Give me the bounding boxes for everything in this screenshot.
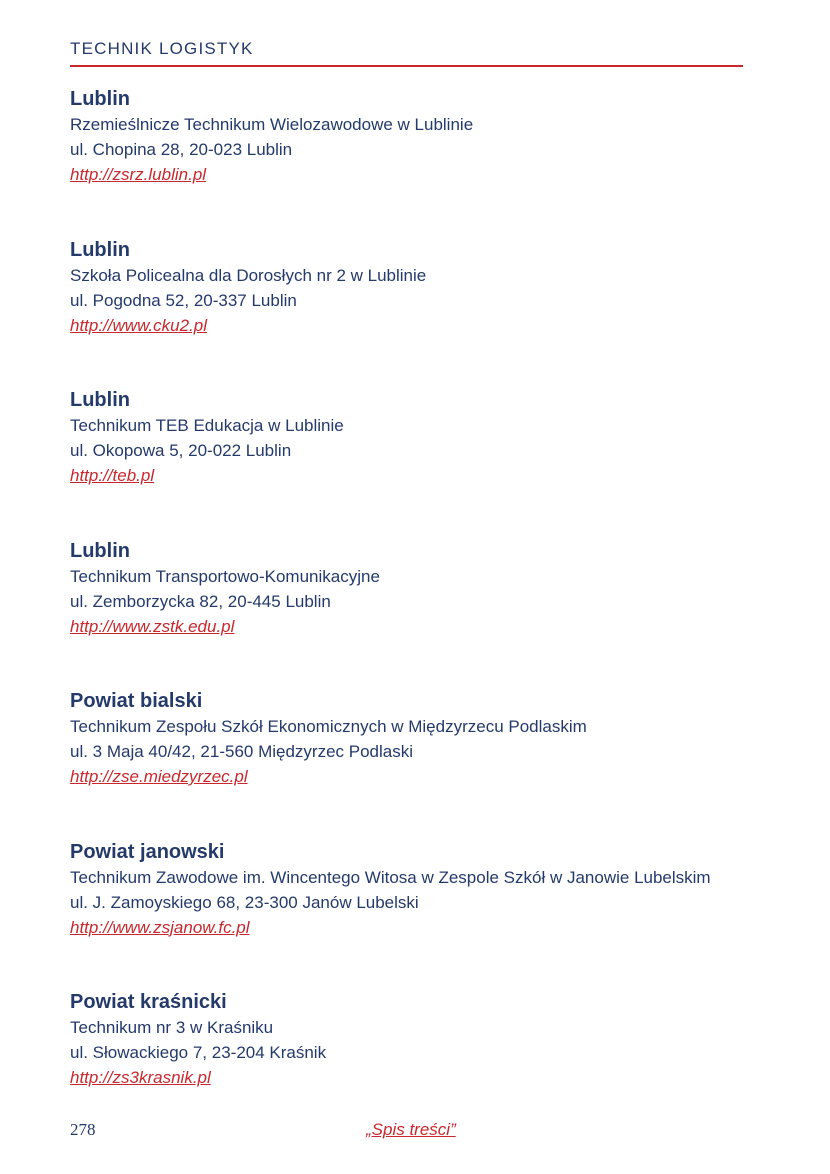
entry-address: ul. 3 Maja 40/42, 21-560 Międzyrzec Podlaski bbox=[70, 742, 414, 761]
page-number: 278 bbox=[70, 1120, 96, 1139]
page-header bbox=[70, 38, 743, 67]
header-divider bbox=[70, 65, 743, 67]
entry-address: ul. Zemborzycka 82, 20-445 Lublin bbox=[70, 591, 331, 611]
entry-region: Powiat kraśnicki bbox=[70, 991, 227, 1013]
school-entry bbox=[70, 989, 770, 1140]
school-entry bbox=[70, 387, 770, 538]
entry-website-link[interactable]: http://zs3krasnik.pl bbox=[70, 1068, 211, 1087]
entry-website-link[interactable]: http://zsrz.lublin.pl bbox=[70, 165, 207, 184]
school-entry bbox=[70, 688, 770, 839]
entry-school-name: Technikum TEB Edukacja w Lublinie bbox=[70, 416, 344, 435]
entry-website-link[interactable]: http://zse.miedzyrzec.pl bbox=[70, 767, 248, 786]
entry-region: Lublin bbox=[70, 539, 130, 562]
table-of-contents-link[interactable]: „Spis treści” bbox=[366, 1120, 456, 1139]
entry-region: Lublin bbox=[70, 238, 130, 261]
entry-region: Lublin bbox=[70, 88, 130, 110]
entry-region: Powiat bialski bbox=[70, 690, 203, 712]
entry-school-name: Szkoła Policealna dla Dorosłych nr 2 w Lublinie bbox=[70, 265, 427, 285]
entry-region: Lublin bbox=[70, 389, 130, 411]
school-entry bbox=[70, 839, 770, 990]
school-entry bbox=[70, 237, 770, 388]
entry-website-link[interactable]: http://teb.pl bbox=[70, 466, 155, 485]
school-list bbox=[70, 86, 770, 1140]
entry-school-name: Technikum Transportowo-Komunikacyjne bbox=[70, 566, 380, 586]
entry-school-name: Technikum nr 3 w Kraśniku bbox=[70, 1018, 274, 1037]
school-entry bbox=[70, 538, 770, 689]
school-entry bbox=[70, 86, 770, 237]
entry-school-name: Rzemieślnicze Technikum Wielozawodowe w Lublinie bbox=[70, 115, 474, 134]
entry-website-link[interactable]: http://www.zstk.edu.pl bbox=[70, 616, 235, 636]
entry-address: ul. Okopowa 5, 20-022 Lublin bbox=[70, 441, 292, 460]
entry-region: Powiat janowski bbox=[70, 840, 225, 863]
entry-school-name: Technikum Zawodowe im. Wincentego Witosa w Zespole Szkół w Janowie Lubelskim bbox=[70, 867, 711, 887]
entry-school-name: Technikum Zespołu Szkół Ekonomicznych w Międzyrzecu Podlaskim bbox=[70, 717, 587, 736]
entry-address: ul. Słowackiego 7, 23-204 Kraśnik bbox=[70, 1043, 327, 1062]
entry-website-link[interactable]: http://www.zsjanow.fc.pl bbox=[70, 917, 250, 937]
entry-address: ul. Pogodna 52, 20-337 Lublin bbox=[70, 290, 297, 310]
entry-address: ul. Chopina 28, 20-023 Lublin bbox=[70, 140, 293, 159]
entry-address: ul. J. Zamoyskiego 68, 23-300 Janów Lubelski bbox=[70, 892, 419, 912]
section-title: TECHNIK LOGISTYK bbox=[70, 39, 254, 58]
entry-website-link[interactable]: http://www.cku2.pl bbox=[70, 315, 208, 335]
